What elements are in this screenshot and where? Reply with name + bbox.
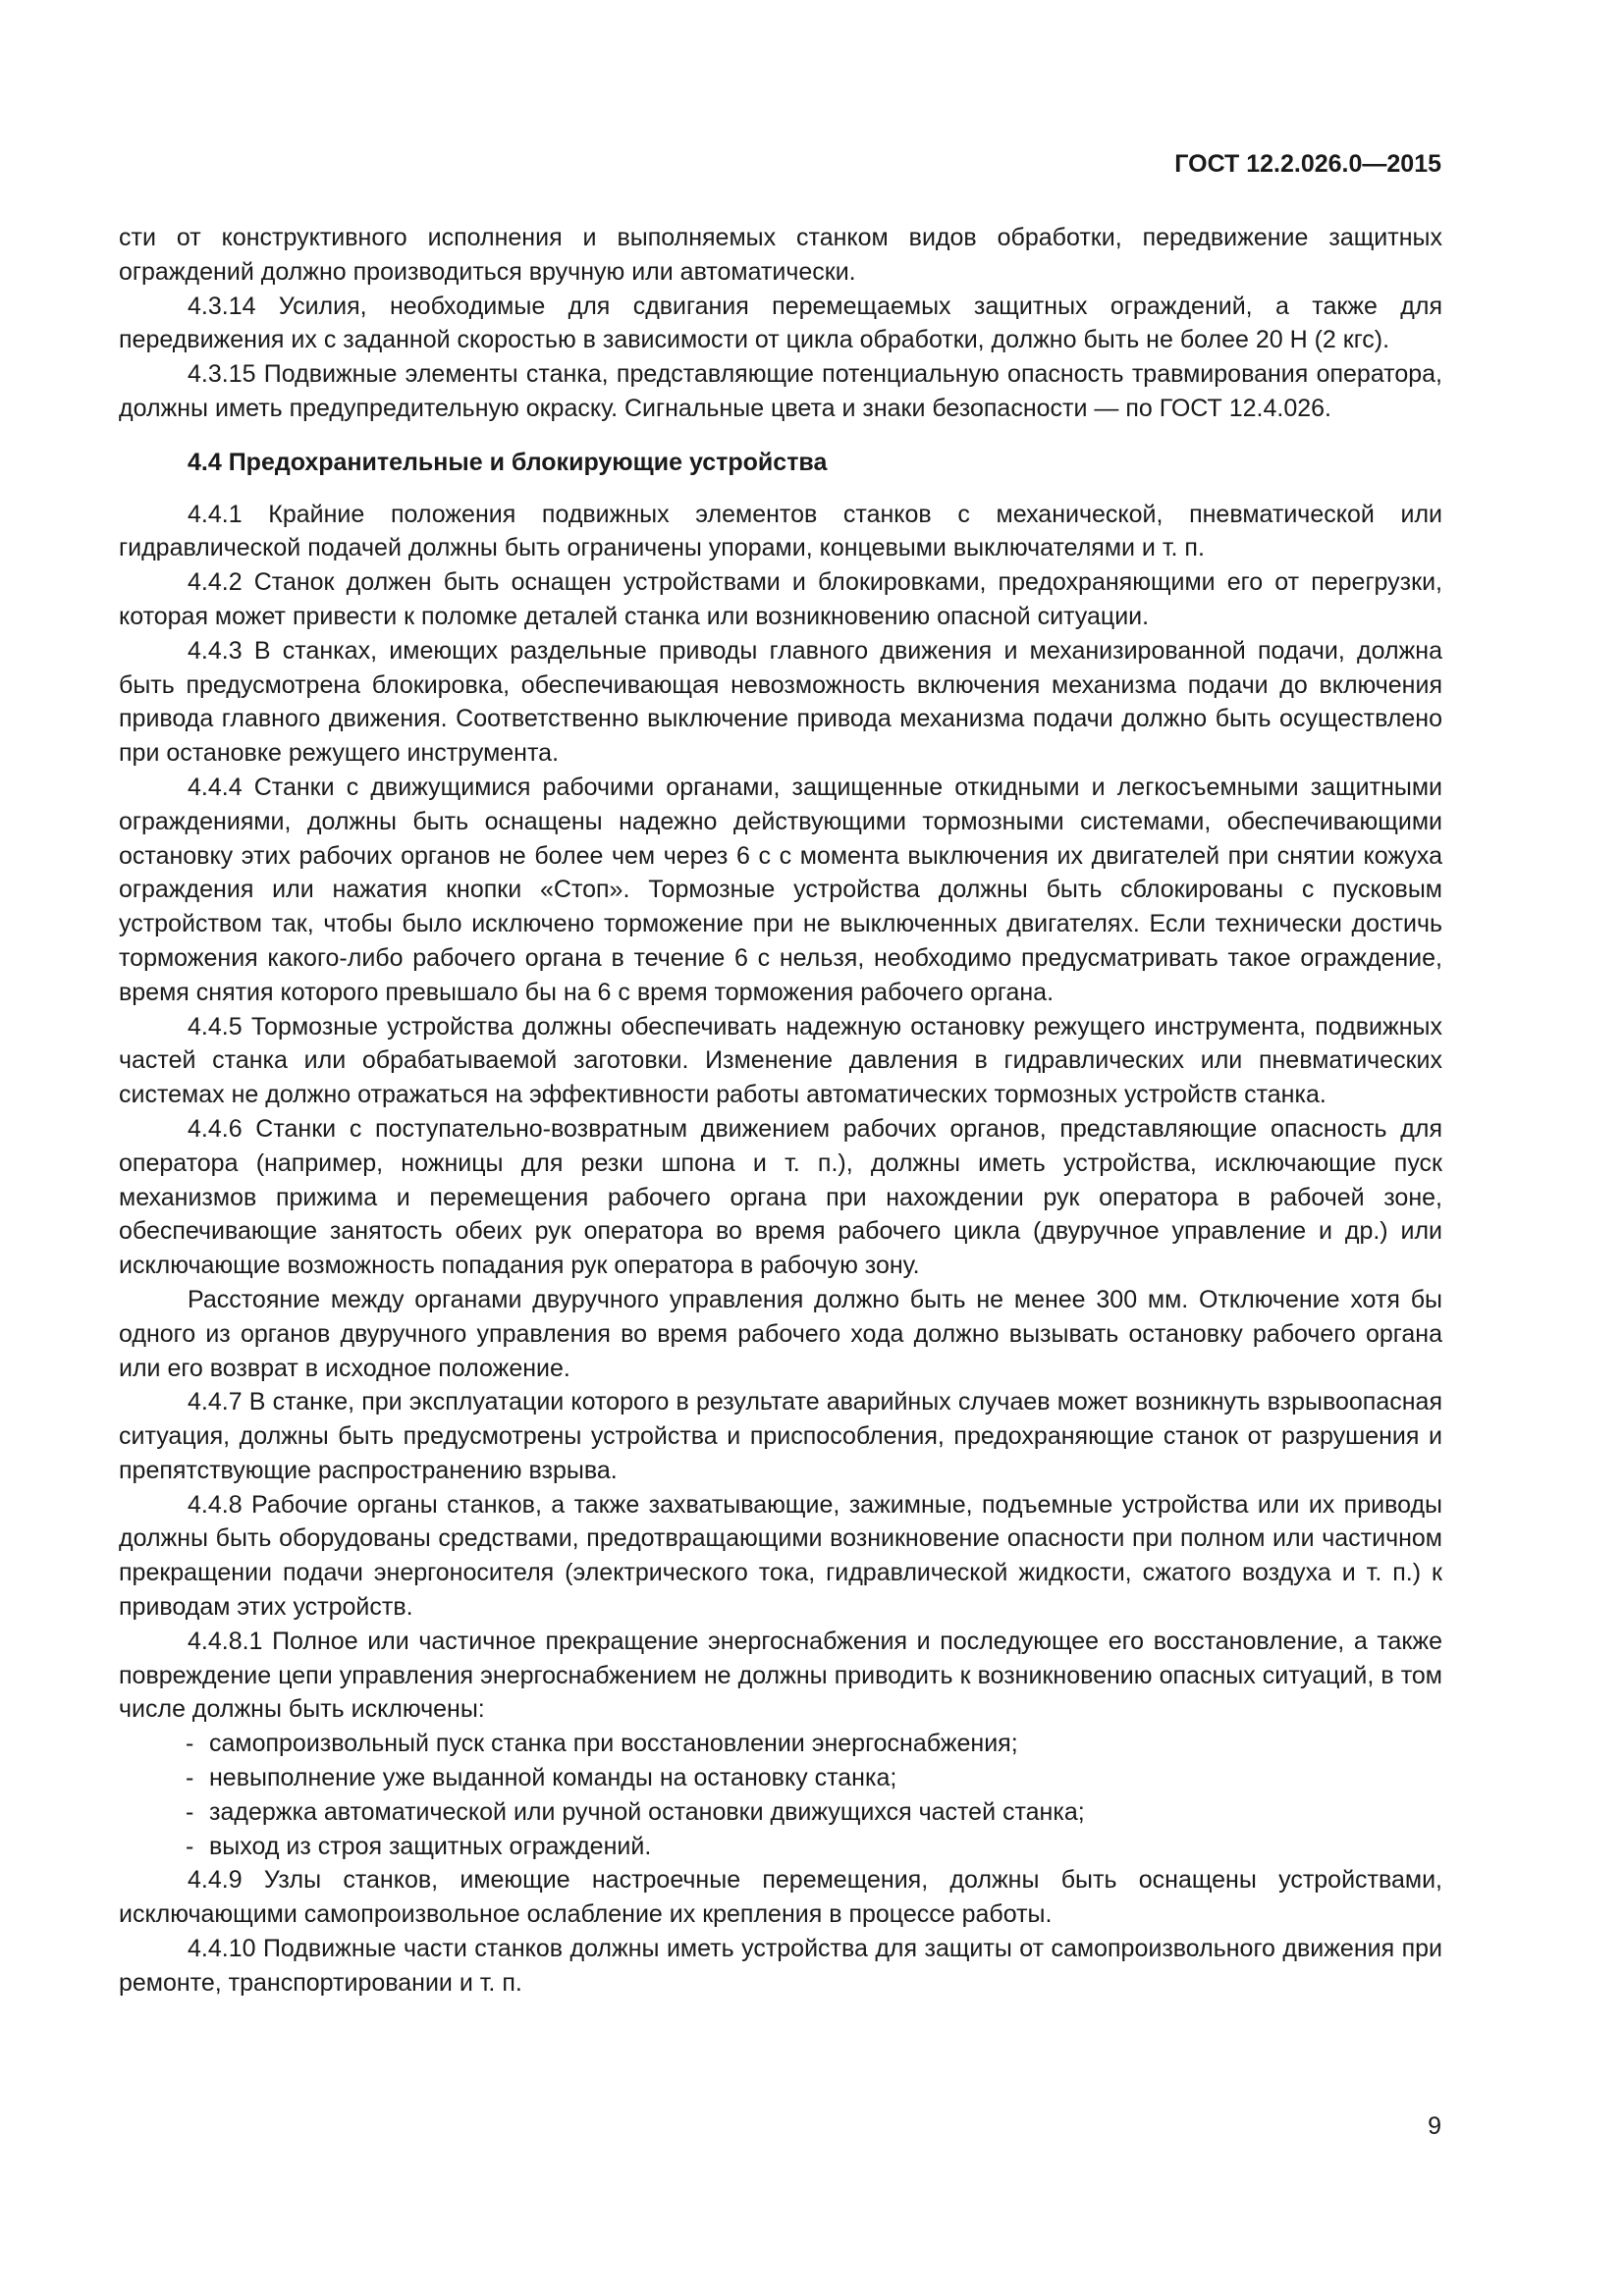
list-item: - самопроизвольный пуск станка при восстановлении энергоснабжения;: [186, 1727, 1442, 1761]
paragraph-4-4-1: 4.4.1 Крайние положения подвижных элементов станков с механической, пневматической или гидравлической подачей должны быть ограничены упорами, концевыми выключателями и т. п.: [119, 500, 1442, 562]
paragraph-4-4-5: 4.4.5 Тормозные устройства должны обеспечивать надежную остановку режущего инструмента, подвижных частей станка или обрабатываемой заготовки. Изменение давления в гидравлических или пневматических системах не должно отражаться на эффективности работы автоматических тормозных устройств станка.: [119, 1012, 1442, 1109]
paragraph-4-3-15: 4.3.15 Подвижные элементы станка, представляющие потенциальную опасность травмирования оператора, должны иметь предупредительную окраску. Сигнальные цвета и знаки безопасности — по ГОСТ 12.4.026.: [119, 360, 1442, 422]
paragraph-4-4-10: 4.4.10 Подвижные части станков должны иметь устройства для защиты от самопроизвольного движения при ремонте, транспортировании и т. п.: [119, 1935, 1442, 1997]
page-number: 9: [1428, 2112, 1441, 2140]
document-code: ГОСТ 12.2.026.0—2015: [1174, 150, 1441, 178]
section-heading: 4.4 Предохранительные и блокирующие устройства: [188, 448, 828, 476]
paragraph-4-4-9: 4.4.9 Узлы станков, имеющие настроечные перемещения, должны быть оснащены устройствами, исключающими самопроизвольное ослабление их крепления в процессе работы.: [119, 1866, 1442, 1929]
exclusions-list: [119, 1727, 1442, 1863]
paragraph-4-4-8: 4.4.8 Рабочие органы станков, а также захватывающие, зажимные, подъемные устройства или их приводы должны быть оборудованы средствами, предотвращающими возникновение опасности при полном или частичном прекращении подачи энергоносителя (электрического тока, гидравлической жидкости, сжатого воздуха и т. п.) к приводам этих устройств.: [119, 1490, 1442, 1622]
paragraph-continuation: сти от конструктивного исполнения и выполняемых станком видов обработки, передвижение защитных ограждений должно производиться вручную или автоматически.: [119, 224, 1442, 286]
paragraph-4-4-8-1: 4.4.8.1 Полное или частичное прекращение энергоснабжения и последующее его восстановление, а также повреждение цепи управления энергоснабжением не должны приводить к возникновению опасных ситуаций, в том числе должны быть исключены:: [119, 1627, 1442, 1724]
paragraph-4-4-6: 4.4.6 Станки с поступательно-возвратным движением рабочих органов, представляющие опасность для оператора (например, ножницы для резки шпона и т. п.), должны иметь устройства, исключающие пуск механизмов прижима и перемещения рабочего органа при нахождении рук оператора в рабочей зоне, обеспечивающие занятость обеих рук оператора во время рабочего цикла (двуручное управление и др.) или исключающие возможность попадания рук оператора в рабочую зону.: [119, 1114, 1442, 1280]
paragraph-4-3-14: 4.3.14 Усилия, необходимые для сдвигания перемещаемых защитных ограждений, а также для передвижения их с заданной скоростью в зависимости от цикла обработки, должно быть не более 20 Н (2 кгс).: [119, 292, 1442, 354]
list-item: - невыполнение уже выданной команды на остановку станка;: [186, 1761, 1442, 1795]
paragraph-4-4-4: 4.4.4 Станки с движущимися рабочими органами, защищенные откидными и легкосъемными защитными ограждениями, должны быть оснащены надежно действующими тормозными системами, обеспечивающими остановку этих рабочих органов не более чем через 6 с с момента выключения их двигателей при снятии кожуха ограждения или нажатия кнопки «Стоп». Тормозные устройства должны быть сблокированы с пусковым устройством так, чтобы было исключено торможение при не выключенных двигателях. Если технически достичь торможения какого-либо рабочего органа в течение 6 с нельзя, необходимо предусматривать такое ограждение, время снятия которого превышало бы на 6 с время торможения рабочего органа.: [119, 773, 1442, 1006]
document-body: [119, 221, 1442, 2001]
paragraph-4-4-3: 4.4.3 В станках, имеющих раздельные приводы главного движения и механизированной подачи, должна быть предусмотрена блокировка, обеспечивающая невозможность включения механизма подачи до включения привода главного движения. Соответственно выключение привода механизма подачи должно быть осуществлено при остановке режущего инструмента.: [119, 636, 1442, 768]
paragraph-4-4-7: 4.4.7 В станке, при эксплуатации которого в результате аварийных случаев может возникнуть взрывоопасная ситуация, должны быть предусмотрены устройства и приспособления, предохраняющие станок от разрушения и препятствующие распространению взрыва.: [119, 1388, 1442, 1484]
paragraph-4-4-2: 4.4.2 Станок должен быть оснащен устройствами и блокировками, предохраняющими его от перегрузки, которая может привести к поломке деталей станка или возникновению опасной ситуации.: [119, 568, 1442, 630]
list-item: - выход из строя защитных ограждений.: [186, 1830, 1442, 1864]
list-item: - задержка автоматической или ручной остановки движущихся частей станка;: [186, 1795, 1442, 1830]
paragraph-two-hand-distance: Расстояние между органами двуручного управления должно быть не менее 300 мм. Отключение хотя бы одного из органов двуручного управления во время рабочего хода должно вызывать остановку рабочего органа или его возврат в исходное положение.: [119, 1285, 1442, 1382]
